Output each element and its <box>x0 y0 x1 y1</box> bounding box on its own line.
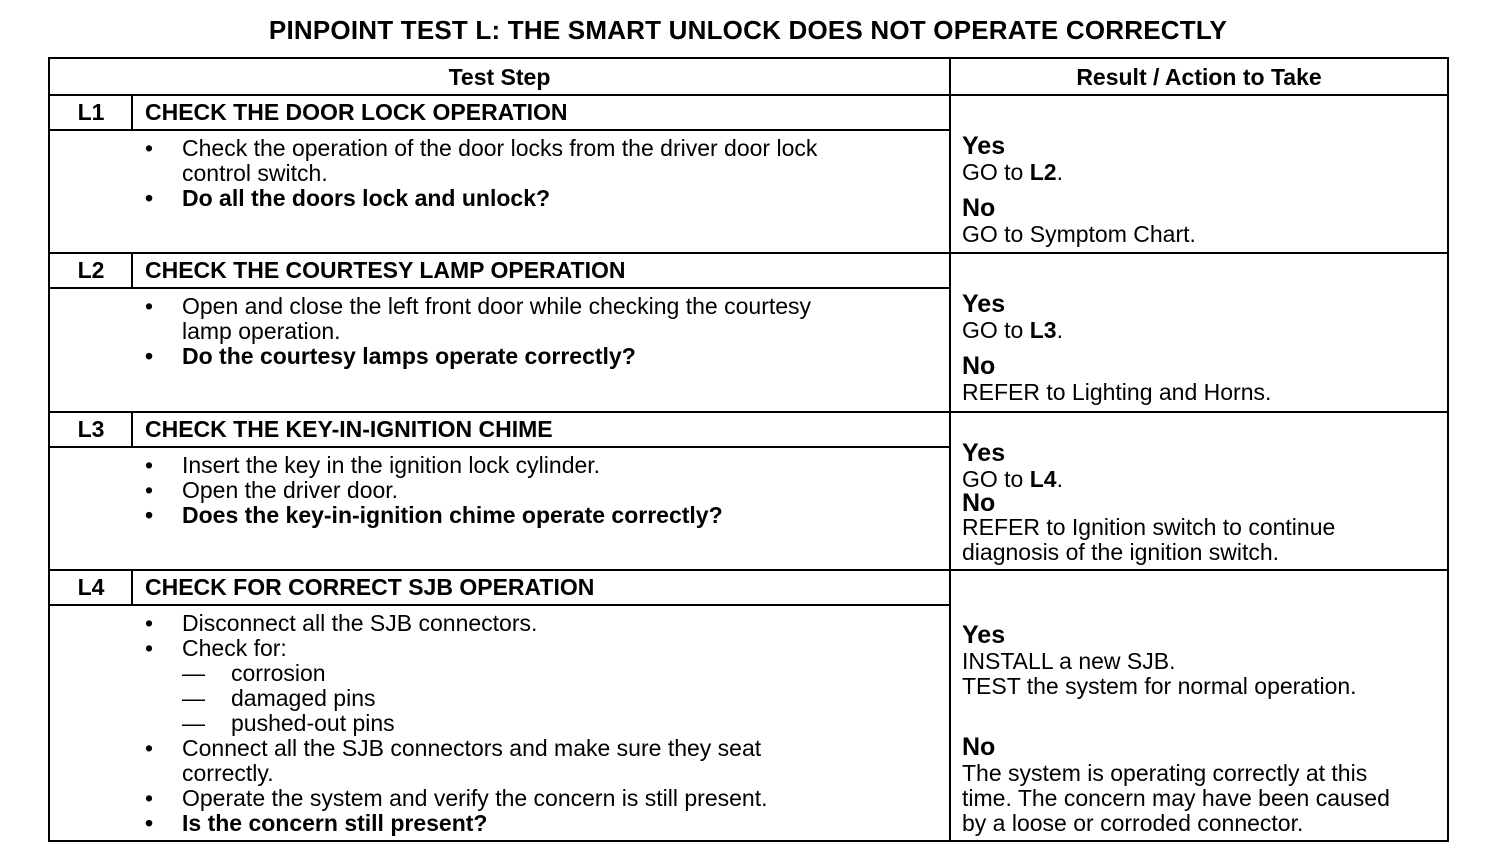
instruction-text: Do the courtesy lamps operate correctly? <box>182 343 636 369</box>
instruction-text: Insert the key in the ignition lock cylinder. <box>182 452 601 478</box>
no-label: No <box>962 194 996 222</box>
yes-action-end: . <box>1056 159 1063 185</box>
yes-action <box>962 160 1442 185</box>
instruction-text: Is the concern still present? <box>182 810 488 836</box>
bullet-icon: • <box>145 135 154 161</box>
result-no <box>962 734 1442 836</box>
instruction-text: Do all the doors lock and unlock? <box>182 185 551 211</box>
step-instructions <box>145 453 945 528</box>
instruction-question <box>145 811 945 836</box>
check-item-text: damaged pins <box>231 685 376 711</box>
instruction-line <box>145 736 945 761</box>
result-no <box>962 195 1442 247</box>
instruction-line <box>145 294 945 319</box>
page-title: PINPOINT TEST L: THE SMART UNLOCK DOES NOT OPERATE CORRECTLY <box>268 15 1228 45</box>
header-result-action: Result / Action to Take <box>1076 64 1322 90</box>
result-yes <box>962 622 1442 699</box>
header-test-step: Test Step <box>448 64 551 90</box>
yes-action: INSTALL a new SJB. <box>962 648 1176 674</box>
instruction-question <box>145 186 945 211</box>
check-item <box>145 711 945 736</box>
instruction-text: correctly. <box>182 760 274 786</box>
instruction-question <box>145 344 945 369</box>
instruction-line <box>145 786 945 811</box>
bullet-icon: • <box>145 343 154 369</box>
instruction-text: Check the operation of the door locks from the driver door lock <box>182 135 818 161</box>
instruction-line <box>145 636 945 661</box>
step-instructions <box>145 136 945 211</box>
result-yes <box>962 291 1442 343</box>
instruction-text: Disconnect all the SJB connectors. <box>182 610 538 636</box>
yes-label: Yes <box>962 290 1006 318</box>
step-title: CHECK THE KEY-IN-IGNITION CHIME <box>145 416 553 442</box>
result-yes <box>962 133 1442 185</box>
result-no <box>962 353 1442 405</box>
instruction-text: Connect all the SJB connectors and make sure they seat <box>182 735 762 761</box>
instruction-line <box>145 161 945 186</box>
result-no <box>962 491 1442 565</box>
bullet-icon: • <box>145 502 154 528</box>
step-id: L4 <box>77 574 105 600</box>
bullet-icon: • <box>145 185 154 211</box>
instruction-text: control switch. <box>182 160 328 186</box>
instruction-line <box>145 761 945 786</box>
step-reference: L4 <box>1029 466 1057 492</box>
no-action: REFER to Ignition switch to continue <box>962 514 1336 540</box>
no-action: diagnosis of the ignition switch. <box>962 539 1280 565</box>
instruction-line <box>145 611 945 636</box>
bullet-icon: • <box>145 293 154 319</box>
step-id: L3 <box>77 416 105 442</box>
yes-action-text: GO to <box>962 159 1030 185</box>
instruction-text: lamp operation. <box>182 318 341 344</box>
yes-action <box>962 318 1442 343</box>
yes-action <box>962 467 1442 492</box>
no-action: GO to Symptom Chart. <box>962 221 1196 247</box>
instruction-line <box>145 453 945 478</box>
instruction-line <box>145 478 945 503</box>
result-yes <box>962 440 1442 492</box>
instruction-question <box>145 503 945 528</box>
yes-action-text: GO to <box>962 317 1030 343</box>
yes-label: Yes <box>962 621 1006 649</box>
dash-icon: — <box>182 685 205 711</box>
step-title: CHECK THE COURTESY LAMP OPERATION <box>145 257 626 283</box>
step-title: CHECK FOR CORRECT SJB OPERATION <box>145 574 595 600</box>
yes-action-end: . <box>1056 317 1063 343</box>
check-item <box>145 686 945 711</box>
step-id: L1 <box>77 99 105 125</box>
instruction-text: Operate the system and verify the concern is still present. <box>182 785 768 811</box>
instruction-text: Open the driver door. <box>182 477 399 503</box>
step-title: CHECK THE DOOR LOCK OPERATION <box>145 99 568 125</box>
instruction-text: Check for: <box>182 635 287 661</box>
step-reference: L2 <box>1029 159 1057 185</box>
no-action: REFER to Lighting and Horns. <box>962 379 1272 405</box>
yes-action: TEST the system for normal operation. <box>962 673 1357 699</box>
no-action: by a loose or corroded connector. <box>962 810 1304 836</box>
yes-action-text: GO to <box>962 466 1030 492</box>
no-label: No <box>962 352 996 380</box>
bullet-icon: • <box>145 477 154 503</box>
step-id: L2 <box>77 257 105 283</box>
no-action: time. The concern may have been caused <box>962 785 1390 811</box>
instruction-text: Open and close the left front door while checking the courtesy <box>182 293 812 319</box>
yes-label: Yes <box>962 132 1006 160</box>
step-instructions <box>145 294 945 369</box>
bullet-icon: • <box>145 735 154 761</box>
pinpoint-test-table <box>48 57 1449 842</box>
no-action: The system is operating correctly at this <box>962 760 1368 786</box>
column-divider <box>949 59 951 842</box>
dash-icon: — <box>182 660 205 686</box>
no-label: No <box>962 489 996 517</box>
step-instructions <box>145 611 945 836</box>
check-item-text: corrosion <box>231 660 326 686</box>
check-item <box>145 661 945 686</box>
instruction-line <box>145 319 945 344</box>
bullet-icon: • <box>145 810 154 836</box>
bullet-icon: • <box>145 635 154 661</box>
bullet-icon: • <box>145 610 154 636</box>
instruction-line <box>145 136 945 161</box>
instruction-text: Does the key-in-ignition chime operate correctly? <box>182 502 723 528</box>
dash-icon: — <box>182 710 205 736</box>
no-label: No <box>962 733 996 761</box>
yes-action-end: . <box>1056 466 1063 492</box>
check-item-text: pushed-out pins <box>231 710 395 736</box>
yes-label: Yes <box>962 439 1006 467</box>
bullet-icon: • <box>145 452 154 478</box>
bullet-icon: • <box>145 785 154 811</box>
step-reference: L3 <box>1029 317 1057 343</box>
